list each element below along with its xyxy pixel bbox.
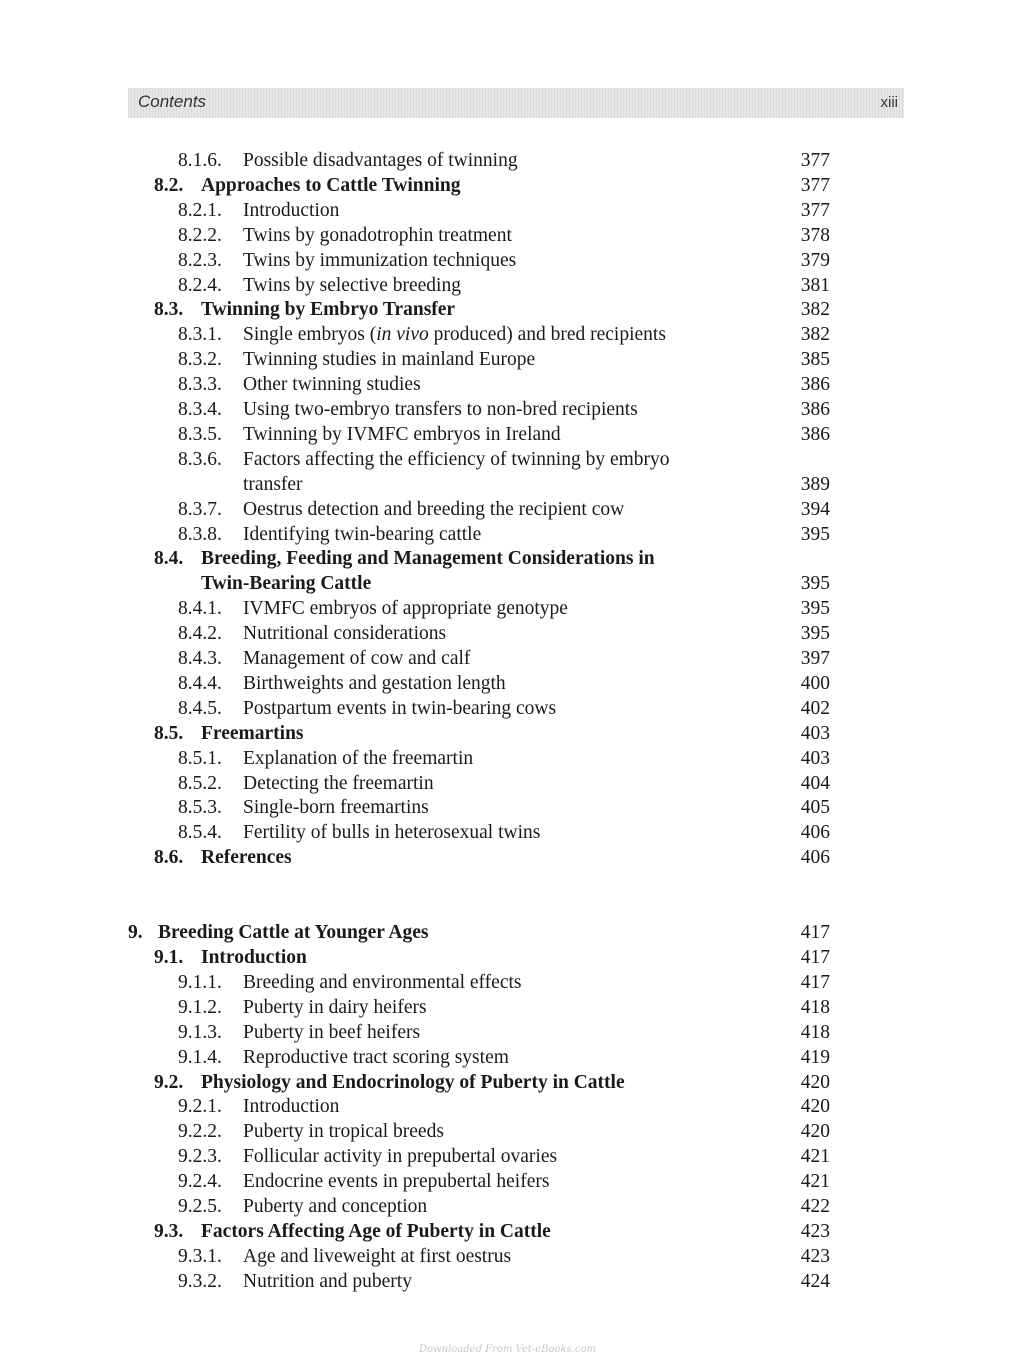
toc-entry-number: 9.1.1. bbox=[178, 971, 222, 993]
toc-entry-page: 377 bbox=[800, 174, 830, 196]
toc-entry-number: 9.3.1. bbox=[178, 1245, 222, 1267]
page-number: xiii bbox=[880, 94, 898, 111]
toc-entry-page: 386 bbox=[800, 374, 830, 396]
toc-entry-title bbox=[243, 1094, 339, 1119]
toc-entry-page: 389 bbox=[800, 473, 830, 495]
toc-entry-title-text: Factors affecting the efficiency of twinning by embryo bbox=[243, 448, 670, 470]
toc-entry-number: 9.3. bbox=[154, 1220, 184, 1242]
toc-entry-number: 8.3.2. bbox=[178, 349, 222, 371]
toc-entry-title-text: Approaches to Cattle Twinning bbox=[201, 174, 461, 196]
toc-entry-title bbox=[243, 1194, 427, 1219]
toc-entry-page: 417 bbox=[800, 971, 830, 993]
toc-entry-page: 382 bbox=[800, 324, 830, 346]
toc-entry-title bbox=[243, 1269, 412, 1294]
toc-entry-title bbox=[243, 372, 421, 397]
toc-entry-title-text: Puberty and conception bbox=[243, 1196, 428, 1217]
toc-entry-title-text: Puberty in dairy heifers bbox=[243, 996, 427, 1018]
toc-entry-title-text: Possible disadvantages of twinning bbox=[243, 150, 518, 171]
toc-entry-number: 8.5.1. bbox=[178, 747, 222, 769]
toc-entry-number: 8.4.2. bbox=[178, 623, 222, 645]
toc-entry-number: 8.5.4. bbox=[178, 822, 222, 844]
toc-entry-number: 8.4.4. bbox=[178, 672, 222, 694]
toc-entry-page: 377 bbox=[800, 199, 830, 221]
toc-entry-number: 9.3.2. bbox=[178, 1270, 222, 1292]
toc-entry-number: 8.2.2. bbox=[178, 224, 222, 246]
toc-entry-page: 381 bbox=[800, 274, 830, 296]
toc-entry-page: 421 bbox=[800, 1146, 830, 1168]
toc-entry-title bbox=[243, 970, 522, 995]
toc-entry-title bbox=[243, 273, 461, 298]
toc-entry-page: 422 bbox=[800, 1196, 830, 1217]
toc-entry-page: 421 bbox=[800, 1171, 830, 1193]
toc-entry-title bbox=[243, 522, 481, 547]
running-header-title: Contents bbox=[138, 92, 207, 111]
toc-entry-number: 9.2.2. bbox=[178, 1121, 222, 1143]
toc-entry-number: 8.3.6. bbox=[178, 448, 222, 470]
toc-entry-title-text: produced) and bred recipients bbox=[428, 324, 666, 346]
toc-entry-number: 9.1.2. bbox=[178, 996, 222, 1018]
toc-entry-page: 402 bbox=[800, 697, 830, 719]
toc-entry-page: 424 bbox=[800, 1270, 830, 1292]
toc-entry-number: 9.2.4. bbox=[178, 1171, 222, 1193]
toc-entry-title bbox=[201, 571, 371, 596]
toc-entry-page: 377 bbox=[800, 150, 830, 171]
toc-entry-title-text: Puberty in beef heifers bbox=[243, 1021, 421, 1043]
toc-entry-title bbox=[243, 671, 506, 696]
toc-entry-title-text: Physiology and Endocrinology of Puberty in Cattle bbox=[201, 1071, 625, 1093]
toc-entry-number: 9.2.1. bbox=[178, 1096, 222, 1118]
toc-entry-page: 395 bbox=[800, 598, 830, 620]
toc-entry-page: 403 bbox=[800, 747, 830, 769]
toc-entry-title-text: Using two-embryo transfers to non-bred recipients bbox=[243, 399, 638, 420]
toc-entry-title bbox=[243, 1169, 549, 1194]
toc-entry-page: 395 bbox=[800, 573, 830, 595]
toc-entry-title-text: Postpartum events in twin-bearing cows bbox=[243, 697, 557, 719]
toc-entry-page: 417 bbox=[800, 947, 830, 968]
toc-entry-number: 8.4.1. bbox=[178, 598, 222, 620]
toc-entry-title-text: Puberty in tropical breeds bbox=[243, 1121, 444, 1143]
toc-entry-number: 8.3.4. bbox=[178, 399, 222, 420]
toc-entry-title-text: Twinning by Embryo Transfer bbox=[201, 299, 456, 321]
toc-entry-page: 386 bbox=[800, 423, 830, 445]
toc-entry-title bbox=[201, 1219, 551, 1244]
toc-entry-number: 9.2. bbox=[154, 1071, 184, 1093]
toc-entry-title bbox=[243, 596, 568, 621]
toc-entry-title bbox=[243, 223, 512, 248]
toc-entry-page: 406 bbox=[800, 822, 830, 844]
toc-entry-page: 420 bbox=[800, 1121, 830, 1143]
toc-entry-title-text: References bbox=[201, 847, 292, 869]
toc-entry-title bbox=[243, 198, 339, 223]
toc-entry-title bbox=[243, 1020, 420, 1045]
toc-entry-title-text: Single embryos ( bbox=[243, 324, 377, 346]
toc-entry-page: 378 bbox=[800, 224, 830, 246]
toc-entry-title-text: Twins by immunization techniques bbox=[243, 249, 517, 271]
toc-entry-number: 8.5.2. bbox=[178, 772, 222, 794]
toc-entry-title bbox=[243, 148, 518, 173]
toc-entry-title bbox=[243, 397, 638, 422]
toc-entry-title bbox=[243, 1119, 444, 1144]
toc-entry-title bbox=[243, 1244, 511, 1269]
toc-entry-title-text: Freemartins bbox=[201, 722, 304, 744]
toc-entry-title bbox=[243, 771, 434, 796]
toc-entry-number: 9.1.4. bbox=[178, 1046, 222, 1068]
toc-entry-number: 8.4.5. bbox=[178, 697, 222, 719]
toc-entry-page: 397 bbox=[800, 648, 830, 669]
toc-entry-title bbox=[201, 546, 655, 571]
toc-entry-page: 404 bbox=[800, 772, 830, 794]
toc-entry-number: 8.3.8. bbox=[178, 523, 222, 545]
toc-entry-title bbox=[243, 497, 624, 522]
footer-watermark: Downloaded From Vet-eBooks.com bbox=[419, 1344, 596, 1355]
toc-entry-title-text: Breeding and environmental effects bbox=[243, 971, 522, 993]
toc-entry-title bbox=[243, 248, 516, 273]
toc-entry-title-text: Single-born freemartins bbox=[243, 797, 429, 819]
toc-entry-title bbox=[201, 845, 292, 870]
toc-entry-number: 8.6. bbox=[154, 847, 184, 869]
toc-entry-page: 418 bbox=[800, 996, 830, 1018]
toc-entry-title-text: Fertility of bulls in heterosexual twins bbox=[243, 822, 541, 844]
toc-entry-title bbox=[243, 447, 670, 472]
toc-entry-title-text: Identifying twin-bearing cattle bbox=[243, 523, 482, 545]
toc-entry-number: 8.3.7. bbox=[178, 498, 222, 520]
toc-entry-page: 394 bbox=[800, 498, 830, 520]
toc-entry-page: 419 bbox=[800, 1046, 830, 1068]
toc-entry-page: 386 bbox=[800, 399, 830, 420]
toc-entry-number: 8.5.3. bbox=[178, 797, 222, 819]
toc-entry-title-text: Twinning by IVMFC embryos in Ireland bbox=[243, 423, 561, 445]
toc-entry-number: 8.2.1. bbox=[178, 199, 222, 221]
toc-entry-number: 8.3.1. bbox=[178, 324, 222, 346]
toc-entry-number: 8.4. bbox=[154, 548, 184, 570]
toc-entry-title-text: Breeding Cattle at Younger Ages bbox=[158, 922, 429, 944]
toc-entry-page: 405 bbox=[800, 797, 830, 819]
toc-entry-number: 8.2.4. bbox=[178, 274, 222, 296]
toc-entry-title bbox=[243, 696, 556, 721]
toc-entry-title bbox=[243, 422, 561, 447]
toc-entry-title-text: Breeding, Feeding and Management Considerations in bbox=[201, 548, 655, 570]
toc-entry-number: 9.2.3. bbox=[178, 1146, 222, 1168]
toc-entry-page: 403 bbox=[800, 722, 830, 744]
toc-entry-title bbox=[243, 472, 303, 497]
toc-entry-title bbox=[243, 1144, 557, 1169]
toc-entry-number: 8.2.3. bbox=[178, 249, 222, 271]
toc-entry-page: 385 bbox=[800, 349, 830, 371]
toc-entry-title-text: transfer bbox=[243, 473, 303, 495]
toc-entry-title bbox=[243, 746, 473, 771]
toc-entry-number: 9.1.3. bbox=[178, 1021, 222, 1043]
toc-entry-page: 395 bbox=[800, 523, 830, 545]
toc-entry-title-text: Twinning studies in mainland Europe bbox=[243, 349, 536, 371]
toc-entry-page: 420 bbox=[800, 1071, 830, 1093]
toc-entry-page: 400 bbox=[800, 672, 830, 694]
toc-entry-page: 379 bbox=[800, 249, 830, 271]
toc-entry-title bbox=[243, 621, 446, 646]
toc-entry-page: 417 bbox=[800, 922, 830, 944]
toc-entry-page: 382 bbox=[800, 299, 830, 321]
toc-entry-title bbox=[201, 173, 461, 198]
toc-entry-title-text: Oestrus detection and breeding the recipient cow bbox=[243, 498, 625, 520]
toc-entry-title-text: Birthweights and gestation length bbox=[243, 672, 506, 694]
toc-entry-number: 8.3.5. bbox=[178, 423, 222, 445]
toc-entry-number: 8.3. bbox=[154, 299, 184, 321]
toc-entry-title-text: Twins by selective breeding bbox=[243, 274, 461, 296]
toc-entry-title-text: Nutritional considerations bbox=[243, 623, 447, 645]
toc-entry-title-text: Twins by gonadotrophin treatment bbox=[243, 224, 512, 246]
toc-entry-title bbox=[201, 945, 307, 970]
toc-entry-title-text: Management of cow and calf bbox=[243, 648, 471, 669]
toc-entry-title bbox=[243, 795, 429, 820]
toc-entry-title bbox=[243, 646, 470, 671]
toc-entry-title-text: Follicular activity in prepubertal ovaries bbox=[243, 1146, 558, 1168]
toc-entry-title-italic: in vivo bbox=[376, 324, 429, 346]
toc-entry-number: 9. bbox=[128, 922, 143, 944]
toc-entry-title-text: Introduction bbox=[243, 199, 340, 221]
toc-entry-title-text: Introduction bbox=[201, 947, 307, 968]
toc-entry-number: 9.1. bbox=[154, 947, 184, 968]
toc-entry-title-text: Introduction bbox=[243, 1096, 340, 1118]
toc-entry-page: 395 bbox=[800, 623, 830, 645]
toc-entry-page: 423 bbox=[800, 1220, 830, 1242]
toc-entry-number: 8.2. bbox=[154, 174, 184, 196]
toc-entry-number: 8.1.6. bbox=[178, 150, 222, 171]
toc-entry-page: 423 bbox=[800, 1245, 830, 1267]
toc-entry-title bbox=[243, 1045, 509, 1070]
toc-entry-title bbox=[243, 322, 666, 347]
toc-entry-title-text: Other twinning studies bbox=[243, 374, 421, 396]
toc-entry-number: 9.2.5. bbox=[178, 1196, 222, 1217]
toc-entry-number: 8.3.3. bbox=[178, 374, 222, 396]
toc-entry-title bbox=[243, 995, 427, 1020]
toc-entry-title-text: Age and liveweight at first oestrus bbox=[243, 1245, 512, 1267]
toc-entry-title-text: Twin-Bearing Cattle bbox=[201, 573, 372, 595]
toc-entry-title bbox=[201, 1070, 625, 1095]
toc-entry-page: 406 bbox=[800, 847, 830, 869]
toc-entry-title-text: Endocrine events in prepubertal heifers bbox=[243, 1171, 550, 1193]
toc-entry-title bbox=[243, 347, 535, 372]
toc-entry-title-text: Explanation of the freemartin bbox=[243, 747, 474, 769]
toc-entry-title-text: Nutrition and puberty bbox=[243, 1270, 412, 1292]
toc-entry-title bbox=[201, 297, 455, 322]
toc-entry-number: 8.5. bbox=[154, 722, 184, 744]
toc-entry-title bbox=[243, 820, 540, 845]
toc-entry-title-text: Factors Affecting Age of Puberty in Cattle bbox=[201, 1220, 551, 1242]
toc-entry-title bbox=[201, 721, 304, 746]
toc-entry-page: 418 bbox=[800, 1021, 830, 1043]
toc-entry-title-text: Detecting the freemartin bbox=[243, 772, 434, 794]
toc-entry-title-text: Reproductive tract scoring system bbox=[243, 1046, 509, 1068]
toc-entry-title-text: IVMFC embryos of appropriate genotype bbox=[243, 598, 568, 620]
toc-entry-title bbox=[158, 920, 428, 945]
toc-entry-page: 420 bbox=[800, 1096, 830, 1118]
toc-entry-number: 8.4.3. bbox=[178, 648, 222, 669]
